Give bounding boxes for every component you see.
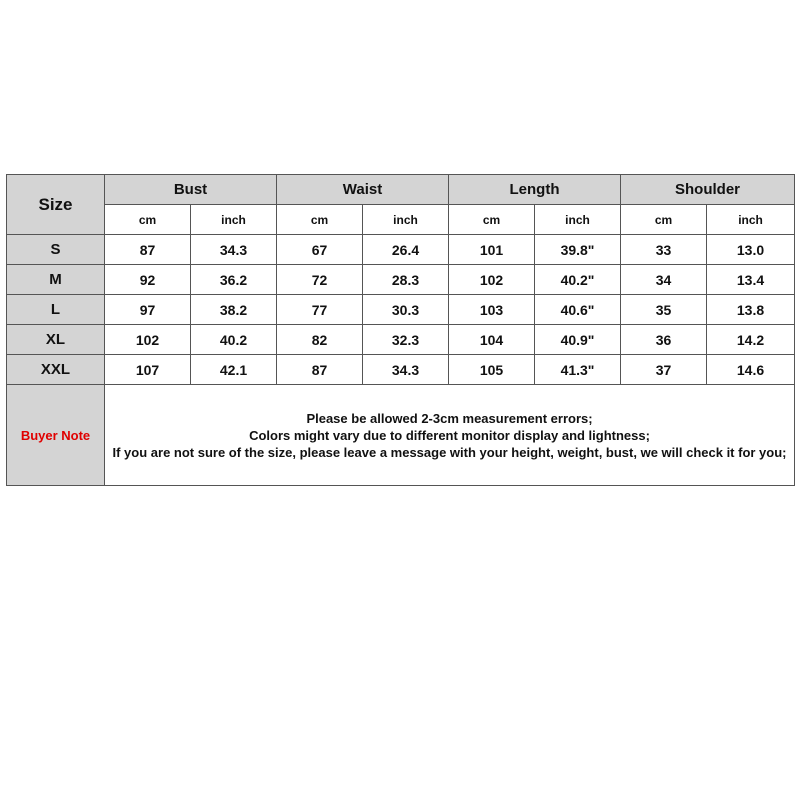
table-row bbox=[7, 295, 795, 325]
table-cell: 41.3" bbox=[535, 355, 621, 385]
table-row bbox=[7, 235, 795, 265]
table-cell: 34.3 bbox=[191, 235, 277, 265]
table-cell: 36.2 bbox=[191, 265, 277, 295]
buyer-note-label: Buyer Note bbox=[7, 385, 105, 486]
table-cell: 13.0 bbox=[707, 235, 795, 265]
size-header: Size bbox=[7, 175, 105, 235]
group-header-bust: Bust bbox=[105, 175, 277, 205]
group-header-shoulder: Shoulder bbox=[621, 175, 795, 205]
table-cell: 103 bbox=[449, 295, 535, 325]
unit-header-row bbox=[7, 205, 795, 235]
unit-header: cm bbox=[621, 205, 707, 235]
table-cell: 105 bbox=[449, 355, 535, 385]
table-cell: 40.2" bbox=[535, 265, 621, 295]
group-header-waist: Waist bbox=[277, 175, 449, 205]
table-cell: 26.4 bbox=[363, 235, 449, 265]
table-cell: 35 bbox=[621, 295, 707, 325]
table-cell: 28.3 bbox=[363, 265, 449, 295]
table-cell: 39.8" bbox=[535, 235, 621, 265]
table-cell: 42.1 bbox=[191, 355, 277, 385]
unit-header: cm bbox=[105, 205, 191, 235]
table-cell: 72 bbox=[277, 265, 363, 295]
table-row bbox=[7, 265, 795, 295]
unit-header: cm bbox=[449, 205, 535, 235]
unit-header: cm bbox=[277, 205, 363, 235]
size-label: L bbox=[7, 295, 105, 325]
unit-header: inch bbox=[363, 205, 449, 235]
table-cell: 34 bbox=[621, 265, 707, 295]
buyer-note-text bbox=[105, 385, 795, 486]
table-cell: 40.6" bbox=[535, 295, 621, 325]
group-header-length: Length bbox=[449, 175, 621, 205]
table-cell: 87 bbox=[105, 235, 191, 265]
size-label: M bbox=[7, 265, 105, 295]
note-line: Please be allowed 2-3cm measurement errors; bbox=[306, 410, 593, 426]
size-label: XL bbox=[7, 325, 105, 355]
table-cell: 14.6 bbox=[707, 355, 795, 385]
table-cell: 77 bbox=[277, 295, 363, 325]
table-cell: 13.4 bbox=[707, 265, 795, 295]
unit-header: inch bbox=[191, 205, 277, 235]
table-cell: 30.3 bbox=[363, 295, 449, 325]
size-label: XXL bbox=[7, 355, 105, 385]
table-cell: 87 bbox=[277, 355, 363, 385]
table-cell: 67 bbox=[277, 235, 363, 265]
table-cell: 97 bbox=[105, 295, 191, 325]
group-header-row bbox=[7, 175, 795, 205]
table-cell: 38.2 bbox=[191, 295, 277, 325]
table-cell: 13.8 bbox=[707, 295, 795, 325]
table-row bbox=[7, 325, 795, 355]
unit-header: inch bbox=[535, 205, 621, 235]
buyer-note-row bbox=[7, 385, 795, 486]
table-cell: 101 bbox=[449, 235, 535, 265]
table-cell: 102 bbox=[449, 265, 535, 295]
table-cell: 37 bbox=[621, 355, 707, 385]
table-row bbox=[7, 355, 795, 385]
unit-header: inch bbox=[707, 205, 795, 235]
table-cell: 32.3 bbox=[363, 325, 449, 355]
note-line: If you are not sure of the size, please leave a message with your height, weight, bust, we will check it for you; bbox=[112, 444, 787, 460]
note-line: Colors might vary due to different monitor display and lightness; bbox=[249, 427, 650, 443]
size-chart-table bbox=[6, 174, 795, 486]
table-cell: 34.3 bbox=[363, 355, 449, 385]
table-cell: 92 bbox=[105, 265, 191, 295]
table-cell: 102 bbox=[105, 325, 191, 355]
table-cell: 82 bbox=[277, 325, 363, 355]
table-cell: 107 bbox=[105, 355, 191, 385]
table-cell: 40.9" bbox=[535, 325, 621, 355]
table-cell: 33 bbox=[621, 235, 707, 265]
table-cell: 14.2 bbox=[707, 325, 795, 355]
table-cell: 40.2 bbox=[191, 325, 277, 355]
size-label: S bbox=[7, 235, 105, 265]
table-cell: 104 bbox=[449, 325, 535, 355]
table-cell: 36 bbox=[621, 325, 707, 355]
